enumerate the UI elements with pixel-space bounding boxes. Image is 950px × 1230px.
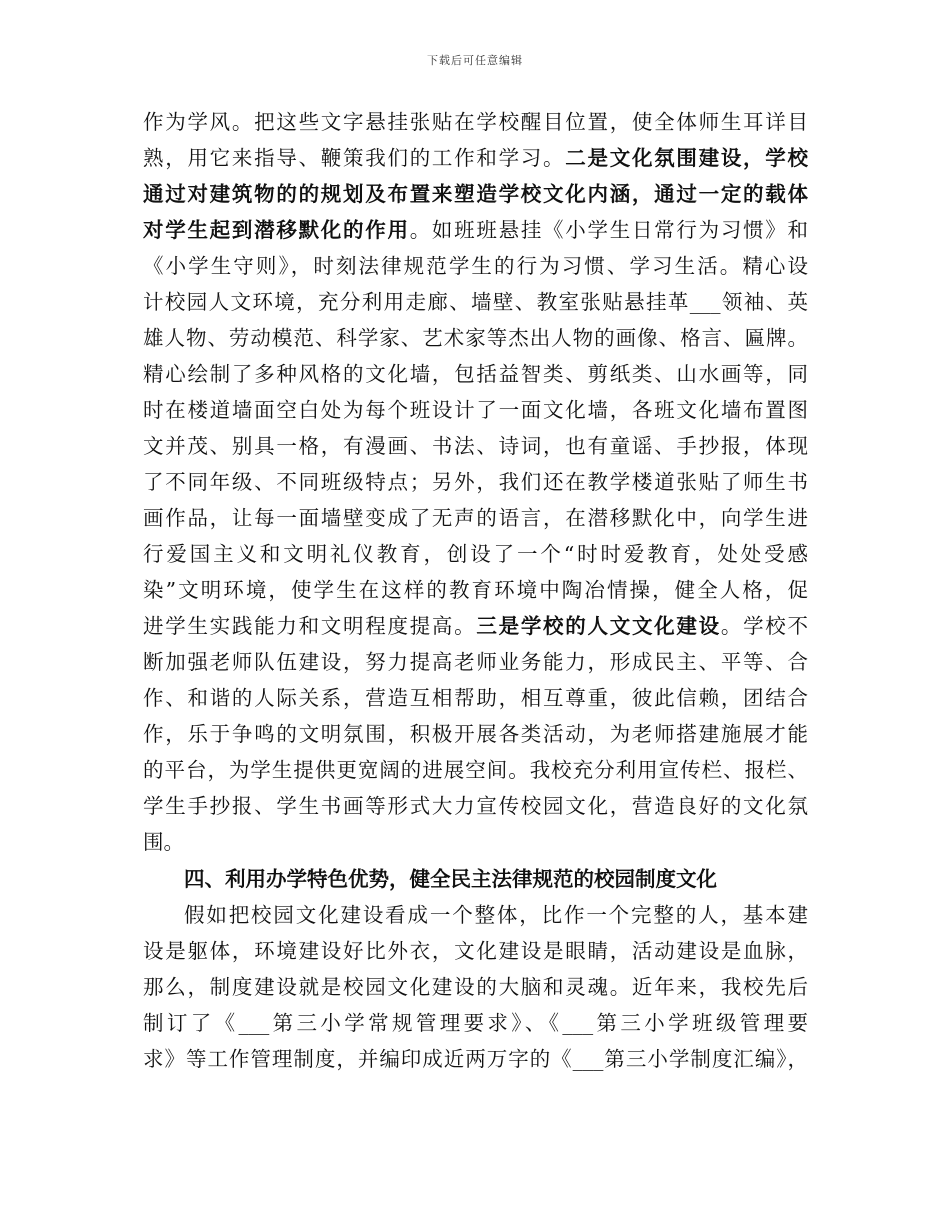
text-line: 画作品，让每一面墙壁变成了无声的语言，在潜移默化中，向学生进 — [143, 506, 808, 530]
section-heading: 四、利用办学特色优势，健全民主法律规范的校园制度文化 — [184, 867, 717, 891]
text-line: 制订了《___第三小学常规管理要求》、《___第三小学班级管理要 — [143, 1011, 808, 1035]
bold-phrase: 二是文化氛围建设，学校 — [565, 146, 809, 170]
bold-phrase: 通过对建筑物的的规划及布置来塑造学校文化内涵，通过一定的载体 — [143, 182, 808, 206]
text-line: 计校园人文环境，充分利用走廊、墙壁、教室张贴悬挂革___领袖、英 — [143, 290, 808, 314]
text-line: 作、和谐的人际关系，营造互相帮助，相互尊重，彼此信赖，团结合 — [143, 686, 808, 710]
text-line: 了不同年级、不同班级特点；另外，我们还在教学楼道张贴了师生书 — [143, 470, 808, 494]
text-line: 作为学风。把这些文字悬挂张贴在学校醒目位置，使全体师生耳详目 — [143, 110, 808, 134]
text-line: 雄人物、劳动模范、科学家、艺术家等杰出人物的画像、格言、匾牌。 — [143, 326, 808, 350]
text-line: 《小学生守则》，时刻法律规范学生的行为习惯、学习生活。精心设 — [143, 254, 808, 278]
text-line: 的平台，为学生提供更宽阔的进展空间。我校充分利用宣传栏、报栏、 — [143, 758, 808, 782]
text-line: 设是躯体，环境建设好比外衣，文化建设是眼睛，活动建设是血脉， — [143, 939, 808, 963]
text-line: 文并茂、别具一格，有漫画、书法、诗词，也有童谣、手抄报，体现 — [143, 434, 808, 458]
text-line: 求》等工作管理制度，并编印成近两万字的《___第三小学制度汇编》， — [143, 1047, 808, 1071]
text-line: 对学生起到潜移默化的作用。如班班悬挂《小学生日常行为习惯》和 — [143, 218, 809, 242]
page-header: 下载后可任意编辑 — [427, 54, 523, 67]
text-line: 行爱国主义和文明礼仪教育，创设了一个“时时爱教育，处处受感 — [143, 542, 808, 566]
text-line: 熟，用它来指导、鞭策我们的工作和学习。二是文化氛围建设，学校 — [143, 146, 809, 170]
bold-phrase: 三是学校的人文文化建设 — [476, 614, 721, 638]
text-line: 假如把校园文化建设看成一个整体，比作一个完整的人，基本建 — [184, 903, 808, 927]
text-line: 染”文明环境，使学生在这样的教育环境中陶冶情操，健全人格，促 — [143, 578, 808, 602]
text-line: 作，乐于争鸣的文明氛围，积极开展各类活动，为老师搭建施展才能 — [143, 722, 808, 746]
text-line: 断加强老师队伍建设，努力提高老师业务能力，形成民主、平等、合 — [143, 650, 808, 674]
text-line: 围。 — [143, 830, 184, 854]
text-line: 学生手抄报、学生书画等形式大力宣传校园文化，营造良好的文化氛 — [143, 794, 808, 818]
text-line: 那么，制度建设就是校园文化建设的大脑和灵魂。近年来，我校先后 — [143, 975, 808, 999]
text-line: 精心绘制了多种风格的文化墙，包括益智类、剪纸类、山水画等，同 — [143, 362, 808, 386]
text-line: 进学生实践能力和文明程度提高。三是学校的人文文化建设。学校不 — [143, 614, 809, 638]
bold-phrase: 对学生起到潜移默化的作用 — [143, 218, 410, 242]
text-line: 时在楼道墙面空白处为每个班设计了一面文化墙，各班文化墙布置图 — [143, 398, 808, 422]
text-line — [143, 176, 808, 212]
